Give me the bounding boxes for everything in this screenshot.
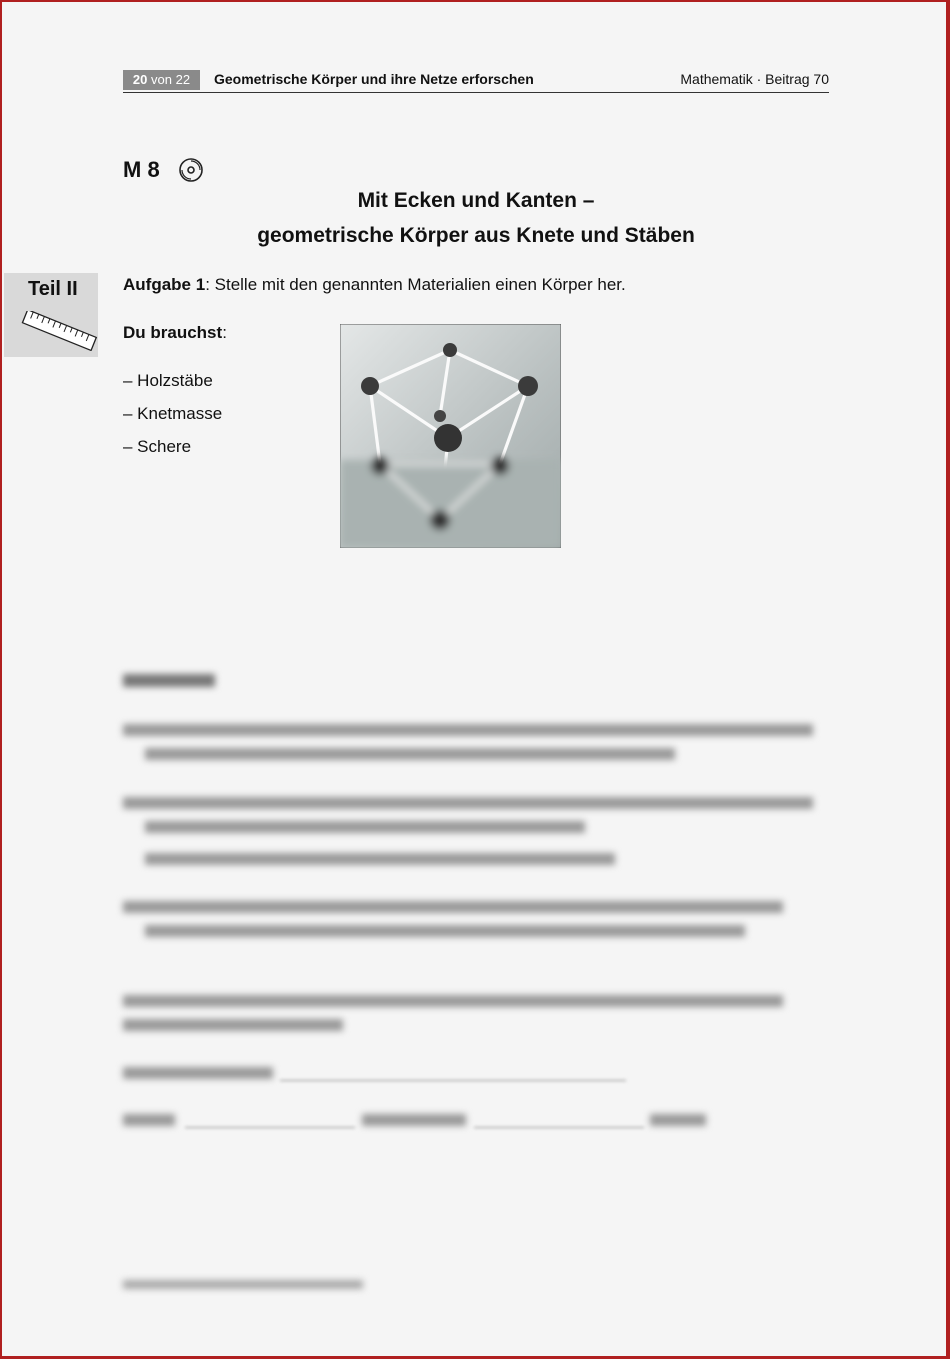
task-1: [123, 275, 626, 295]
blurred-text-line: [145, 925, 745, 937]
page-total: von 22: [151, 72, 191, 87]
blurred-answer-line: [474, 1127, 644, 1128]
material-item: – Knetmasse: [123, 404, 223, 423]
page-current: 20: [132, 72, 148, 87]
blurred-text-line: [145, 748, 675, 760]
cd-icon: [178, 157, 204, 183]
blurred-text-line: [650, 1114, 706, 1126]
materials-heading-text: Du brauchst: [123, 323, 223, 342]
blurred-text-line: [145, 821, 585, 833]
title-line-2: geometrische Körper aus Knete und Stäben: [257, 224, 695, 247]
material-label: M 8: [123, 157, 160, 182]
worksheet-page: [2, 2, 946, 1356]
blurred-text-line: [362, 1114, 466, 1126]
blurred-text-line: [145, 853, 615, 865]
header-title: Geometrische Körper und ihre Netze erforschen: [214, 71, 534, 87]
blurred-footer: [123, 1280, 363, 1289]
blurred-text-line: [123, 1067, 273, 1079]
blurred-text-line: [123, 1114, 175, 1126]
title-line-1: Mit Ecken und Kanten –: [357, 189, 595, 212]
blurred-text-line: [123, 995, 783, 1007]
blurred-heading: [123, 674, 215, 687]
materials-heading-colon: :: [222, 323, 227, 342]
blurred-answer-line: [185, 1127, 355, 1128]
blurred-text-line: [123, 901, 783, 913]
blurred-text-line: [123, 724, 813, 736]
side-tab: [4, 273, 98, 357]
page-header: [123, 68, 829, 93]
blurred-text-line: [123, 797, 813, 809]
task-1-text: : Stelle mit den genannten Materialien einen Körper her.: [205, 275, 626, 294]
material-item: – Schere: [123, 437, 192, 456]
material-item: – Holzstäbe: [123, 371, 213, 390]
blurred-text-line: [123, 1019, 343, 1031]
task-1-label: Aufgabe 1: [123, 275, 206, 294]
page-number-badge: [123, 70, 200, 90]
header-subject: Mathematik · Beitrag 70: [680, 71, 829, 87]
side-tab-label: Teil II: [28, 278, 78, 300]
ruler-icon: [20, 311, 98, 351]
blurred-answer-line: [280, 1080, 626, 1081]
cube-model-photo: [340, 324, 561, 548]
materials-heading: [123, 323, 227, 343]
